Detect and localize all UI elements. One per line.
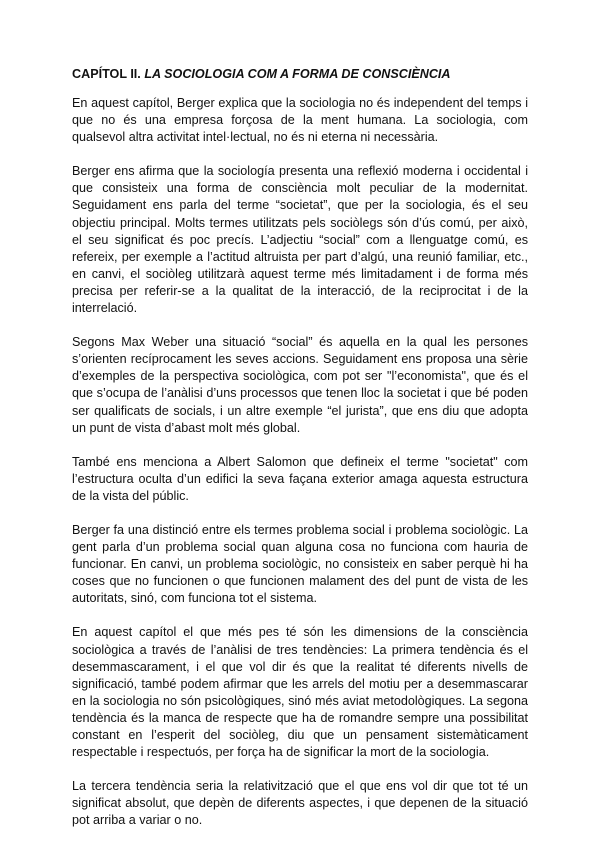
paragraph: Berger ens afirma que la sociología presenta una reflexió moderna i occidental i que consisteix una forma de consciència molt peculiar de la modernitat. Seguidament ens parla del terme “societat”, que per la sociologia, és el seu objectiu principal. Molts termes utilitzats pels sociòlegs són d’ús comú, per això, el seu significat és poc precís. L’adjectiu “social” com a llenguatge comú, es refereix, per exemple a l’actitud altruista per part d’algú, una reunió familiar, etc., en canvi, el sociòleg utilitzarà aquest terme més limitadament i de forma més precisa per referir-se a la qualitat de la interacció, de la reciprocitat i de la interrelació. [72,164,528,316]
paragraph: La tercera tendència seria la relativització que el que ens vol dir que tot té un significat absolut, que depèn de diferents aspectes, i que depenen de la situació pot arriba a variar o no. [72,779,528,828]
chapter-heading [72,66,528,82]
paragraph: Berger fa una distinció entre els termes problema social i problema sociològic. La gent parla d’un problema social quan alguna cosa no funciona com hauria de funcionar. En canvi, un problema sociològic, no consisteix en saber perquè hi ha coses que no funcionen o que funcionen malament des del punt de vista de les autoritats, sinó, com funciona tot el sistema. [72,522,528,606]
paragraph: En aquest capítol, Berger explica que la sociologia no és independent del temps i que no és una empresa forçosa de la ment humana. La sociologia, com qualsevol altra activitat intel·lectual, no és ni eterna ni necessària. [72,96,528,145]
paragraph: També ens menciona a Albert Salomon que defineix el terme "societat" com l’estructura oculta d’un edifici la seva façana exterior amaga aquesta estructura de la vista del públic. [72,454,528,503]
chapter-title: LA SOCIOLOGIA COM A FORMA DE CONSCIÈNCIA [144,67,451,81]
paragraph: En aquest capítol el que més pes té són les dimensions de la consciència sociològica a través de l’anàlisi de tres tendències: La primera tendència és el desemmascarament, i el que vol dir és que la realitat té diferents nivells de significació, també podem afirmar que les arrels del motiu per a desemmascarar en la sociologia no són psicològiques, sinó més aviat metodològiques. La segona tendència és la manca de respecte que ha de romandre sempre una possibilitat constant en l’esperit del sociòleg, diu que un pensament sistemàticament respectable i respectuós, per força ha de significar la mort de la sociologia. [72,625,528,760]
chapter-label: CAPÍTOL II. [72,67,141,81]
document-page [72,66,528,846]
paragraph: Segons Max Weber una situació “social” és aquella en la qual les persones s’orienten recíprocament les seves accions. Seguidament ens proposa una sèrie d’exemples de la perspectiva sociològica, com pot ser "l’economista", que és el que s’ocupa de l’anàlisi d’uns processos que tenen lloc la societat i que bé poden ser qualificats de socials, i un altre exemple “el jurista”, que ens diu que adopta un punt de vista d’abast molt més global. [72,335,528,435]
